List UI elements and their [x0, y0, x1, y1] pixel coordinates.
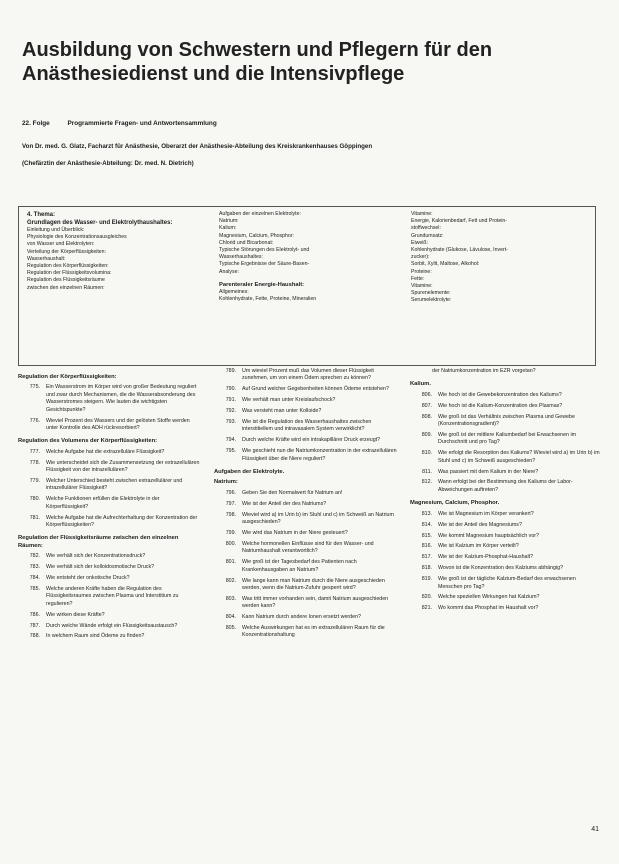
question-item — [18, 515, 202, 530]
question-number: 805. — [225, 625, 236, 632]
question-number: 817. — [421, 554, 432, 561]
question-number: 790. — [225, 386, 236, 393]
question-number: 803. — [225, 595, 236, 602]
question-item — [18, 384, 202, 414]
topic-heading: 4. Thema: — [27, 212, 56, 218]
question-number: 779. — [29, 477, 40, 484]
question-text: Wie ist der Kalzium-Phosphat-Haushalt? — [438, 554, 534, 561]
question-number: 783. — [29, 564, 40, 571]
question-number: 785. — [29, 585, 40, 592]
topic-subheading: Grundlagen des Wasser- und Elektrolythaushaltes: — [27, 220, 173, 226]
question-item — [214, 397, 398, 404]
question-text: Wie erfolgt die Resorption des Kaliums? Wieviel wird a) im Urin b) im Stuhl und c) im Schweiß ausgeschieden? — [438, 450, 600, 464]
box-line: Aufgaben der einzelnen Elektrolyte: — [219, 211, 301, 217]
box-line: Kohlenhydrate (Glukose, Lävulose, Invert- — [411, 247, 508, 254]
question-number: 812. — [421, 479, 432, 486]
question-item — [18, 418, 202, 433]
question-number: 804. — [225, 614, 236, 621]
question-text: Wie entsteht der onkotische Druck? — [46, 575, 130, 582]
box-column-2-lines — [219, 211, 399, 276]
chief-line: (Chefärztin der Anästhesie-Abteilung: Dr. med. N. Dietrich) — [22, 160, 194, 167]
question-number: 799. — [225, 530, 236, 536]
question-item — [214, 386, 398, 393]
question-number: 808. — [421, 413, 432, 420]
question-number: 784. — [29, 575, 40, 582]
question-text: Wie ist Kalzium im Körper verteilt? — [438, 543, 519, 550]
question-item — [410, 414, 600, 429]
box-column-1 — [27, 211, 207, 292]
question-list — [214, 368, 398, 463]
box-line: Allgemeines: — [219, 289, 249, 296]
question-text: Durch welche Kräfte wird ein intrakapillärer Druck erzeugt? — [242, 437, 381, 444]
question-number: 814. — [421, 521, 432, 528]
question-number: 821. — [421, 605, 432, 612]
section-heading: Regulation des Volumens der Körperflüssigkeiten: — [18, 438, 158, 445]
box-line: Wasserhaushaltes: — [219, 254, 263, 261]
question-item — [410, 403, 600, 410]
question-text: Kann Natrium durch andere Ionen ersetzt werden? — [242, 614, 361, 621]
section-heading: Regulation der Flüssigkeitsräume zwischen den einzelnen Räumen: — [18, 535, 179, 549]
box-column-2 — [219, 211, 399, 303]
box-line: Kalium: — [219, 225, 237, 232]
question-item — [410, 432, 600, 447]
box-line: Regulation der Flüssigkeitsvolumina: — [27, 270, 112, 277]
question-item — [18, 478, 202, 493]
box-line: Sorbit, Xylit, Maltose, Alkohol: — [411, 261, 480, 268]
question-text: Welche Aufgabe hat die extrazelluläre Flüssigkeit? — [46, 448, 165, 455]
question-text: Wie verhält sich der kolloidosmotische Druck? — [46, 564, 155, 571]
question-text: Welche Auswirkungen hat es im extrazellulären Raum für die Konzentrationshaltung — [242, 625, 385, 639]
question-text: Wie ist der Anteil der des Natriums? — [242, 500, 327, 507]
box-line: von Wasser und Elektrolyten: — [27, 241, 95, 248]
question-number: 809. — [421, 431, 432, 438]
question-column-1 — [18, 368, 202, 644]
question-number: 786. — [29, 611, 40, 618]
question-item — [410, 392, 600, 399]
box-line: Eiweiß: — [411, 239, 429, 246]
box-line: Verteilung der Körperflüssigkeiten: — [27, 248, 107, 255]
question-number: 788. — [29, 633, 40, 640]
question-number: 810. — [421, 450, 432, 457]
folge-label: 22. Folge — [22, 120, 50, 127]
box-line: Analyse: — [219, 268, 239, 275]
question-item — [18, 575, 202, 582]
question-item — [410, 469, 600, 476]
page-title: Ausbildung von Schwestern und Pflegern für den Anästhesiedienst und die Intensivpflege — [22, 39, 493, 85]
box-line: Vitamine: — [411, 283, 433, 290]
question-item — [410, 554, 600, 561]
question-text: Wie verhält man unter Kreislaufschock? — [242, 397, 336, 404]
box-column-3-lines — [411, 211, 587, 305]
box-column-3 — [411, 211, 587, 305]
box-line: Physiologie des Konzentrationsausgleiches — [27, 234, 127, 241]
question-item — [214, 490, 398, 497]
question-number: 793. — [225, 419, 236, 426]
question-item — [410, 565, 600, 572]
question-number: 791. — [225, 397, 236, 404]
box-line: Energie, Kalorienbedarf, Fett und Protein- — [411, 218, 508, 225]
question-item — [214, 512, 398, 527]
continued-text: der Natriumkonzentration im EZR vorgetan? — [432, 368, 536, 374]
question-item — [214, 448, 398, 463]
question-number: 792. — [225, 408, 236, 415]
box-line: Proteine: — [411, 268, 432, 275]
box-column-2-after — [219, 289, 399, 303]
question-number: 795. — [225, 448, 236, 455]
box-line: Einleitung und Überblick: — [27, 227, 85, 233]
question-number: 800. — [225, 540, 236, 547]
question-item — [18, 586, 202, 608]
question-item — [214, 408, 398, 415]
question-text: Was passiert mit dem Kalium in der Niere? — [438, 468, 539, 475]
question-item — [18, 612, 202, 619]
question-text: Welche anderen Kräfte haben die Regulation des Flüssigkeitsraumes zwischen Plasma und Interstitium zu regulieren? — [46, 585, 179, 607]
question-text: Wieviel wird a) im Urin b) im Stuhl und c) im Schweiß an Natrium ausgeschieden? — [242, 511, 394, 526]
question-number: 797. — [225, 500, 236, 507]
box-line: zucker): — [411, 254, 430, 261]
question-text: Wovon ist die Konzentration des Kalziums abhängig? — [438, 565, 564, 572]
question-number: 813. — [421, 510, 432, 517]
question-column-3 — [410, 368, 600, 616]
question-list — [18, 449, 202, 530]
page-number: 41 — [591, 826, 599, 833]
question-text: Um wieviel Prozent muß das Volumen dieser Flüssigkeit zunehmen, um von einem Ödem sprechen zu können? — [242, 368, 374, 382]
question-item — [214, 368, 398, 383]
box-line: Natrium: — [219, 218, 239, 225]
question-text: Wie groß ist der Tagesbedarf des Patienten nach Krankenhausgaben an Natrium? — [242, 559, 357, 573]
question-item — [214, 578, 398, 593]
question-text: Welche Aufgabe hat die Aufrechterhaltung der Konzentration der Körperflüssigkeiten? — [46, 514, 198, 528]
question-text: Wo kommt das Phosphat im Haushalt vor? — [438, 605, 539, 612]
question-number: 820. — [421, 594, 432, 601]
box-line: Chlorid und Bicarbonat: — [219, 239, 274, 246]
question-item — [214, 559, 398, 574]
question-item — [18, 623, 202, 630]
question-number: 796. — [225, 489, 236, 496]
question-text: Wie hoch ist die Kalium-Konzentration des Plasmas? — [438, 402, 563, 409]
section-heading: Kalium. — [410, 381, 431, 388]
topic-overview-box — [18, 206, 596, 366]
question-number: 780. — [29, 496, 40, 503]
question-item — [18, 449, 202, 456]
box-line: Typische Ergebnisse der Säure-Basen- — [219, 261, 310, 268]
question-item — [214, 501, 398, 508]
box-line: Kohlenhydrate, Fette, Proteine, Mineralien — [219, 296, 317, 303]
question-item — [410, 533, 600, 540]
box-line: zwischen den einzelnen Räumen: — [27, 284, 105, 291]
question-text: Wie groß ist der mittlere Kaliumbedarf bei Erwachsenen im Durchschnitt und pro Tag? — [438, 431, 577, 446]
question-item — [214, 596, 398, 611]
question-column-2 — [214, 368, 398, 643]
question-text: Welche hormonellen Einflüsse sind für den Wasser- und Natriumhaushalt verantwortlich? — [242, 540, 374, 555]
question-text: Durch welche Wände erfolgt ein Flüssigkeitsaustausch? — [46, 622, 178, 629]
question-number: 787. — [29, 622, 40, 629]
question-text: Wie kommt Magnesium hauptsächlich vor? — [438, 532, 539, 539]
question-number: 778. — [29, 459, 40, 466]
question-number: 807. — [421, 402, 432, 409]
question-text: Welche speziellen Wirkungen hat Kalzium? — [438, 594, 540, 601]
question-number: 811. — [422, 468, 432, 475]
question-item — [214, 625, 398, 640]
question-number: 806. — [421, 391, 432, 398]
box-line: Vitamine: — [411, 211, 433, 217]
box-line: Serumelektrolyte: — [411, 297, 452, 304]
question-text: Geben Sie den Normalwert für Natrium an! — [242, 489, 343, 496]
question-text: Wie ist die Regulation des Wasserhaushaltes zwischen interstitiellem und intravasalem System verwirklicht? — [242, 419, 372, 433]
box-column-1-lines — [27, 227, 207, 292]
question-text: Wie ist Magnesium im Körper verankert? — [438, 510, 534, 517]
question-item — [410, 479, 600, 494]
question-text: Wie groß ist der tägliche Kalzium-Bedarf des erwachsenen Menschen pro Tag? — [438, 576, 576, 590]
question-item — [18, 564, 202, 571]
question-item — [18, 553, 202, 560]
question-number: 801. — [225, 559, 236, 566]
question-number: 819. — [421, 576, 432, 583]
question-item — [214, 437, 398, 444]
question-text: Wie lange kann man Natrium durch die Niere ausgeschieden werden, wenn die Natrium-Zufuhr gesperrt wird? — [242, 577, 385, 591]
question-list — [18, 384, 202, 432]
subsection-heading: Natrium: — [214, 479, 238, 486]
question-item — [410, 576, 600, 591]
question-item — [18, 460, 202, 475]
question-text: Wie wirken diese Kräfte? — [46, 611, 105, 618]
question-number: 818. — [421, 565, 432, 572]
question-text: Wie groß ist das Verhältnis zwischen Plasma und Gewebe (Konzentrationsgradient)? — [438, 413, 575, 428]
question-number: 802. — [225, 577, 236, 584]
question-text: Wie verhält sich der Konzentrationsdruck? — [46, 553, 146, 560]
question-text: Auf Grund welcher Gegebenheiten können Ödeme entstehen? — [242, 386, 389, 393]
question-list — [214, 490, 398, 640]
question-number: 815. — [421, 532, 432, 539]
question-text: Welcher Unterschied besteht zwischen extrazellulärer und intrazellulärer Flüssigkeit? — [46, 477, 183, 492]
question-text: Ein Wasserstrom im Körper wird von großer Bedeutung reguliert und zwar durch Mechanismen, die die Wasserabsonderung des Wasserstromes steigern. Wie lauten die wichtigsten Gesichtspunkte? — [46, 384, 197, 413]
section-heading: Regulation der Körperflüssigkeiten: — [18, 374, 117, 380]
question-item — [214, 530, 398, 537]
question-number: 789. — [225, 368, 236, 374]
question-list — [18, 553, 202, 641]
question-text: Wieviel Prozent des Wassers und der gelösten Stoffe werden unter Kontrolle des ADH rückresorbiert? — [46, 417, 190, 431]
box-line: Typische Störungen des Elektrolyt- und — [219, 247, 310, 254]
box-line: stoffwechsel: — [411, 225, 441, 232]
box-line: Grundumsatz: — [411, 232, 444, 239]
question-item — [410, 511, 600, 518]
question-text: Wann erfolgt bei der Bestimmung des Kaliums der Labor-Abweichungen auftreten? — [438, 479, 573, 493]
question-text: Wie geschieht nun die Natriumkonzentration in der extrazellulären Flüssigkeit über die Niere reguliert? — [242, 448, 397, 462]
question-number: 776. — [29, 417, 40, 424]
question-item — [214, 614, 398, 621]
series-line — [22, 120, 233, 127]
series-label: Programmierte Fragen- und Antwortensammlung — [67, 120, 217, 127]
section-heading: Aufgaben der Elektrolyte. — [214, 469, 285, 476]
question-item — [214, 541, 398, 556]
question-number: 794. — [225, 437, 236, 444]
question-item — [18, 633, 202, 640]
section-heading: Magnesium, Calcium, Phosphor. — [410, 500, 500, 507]
question-number: 775. — [29, 384, 40, 391]
box-line: Wasserhaushalt: — [27, 255, 66, 262]
box-line: Regulation des Körperflüssigkeiten: — [27, 263, 109, 270]
question-item — [410, 543, 600, 550]
question-text: Wie hoch ist die Gewebekonzentration des Kaliums? — [438, 391, 562, 398]
question-number: 777. — [29, 448, 40, 455]
box-line: Magnesium, Calcium, Phosphor: — [219, 232, 294, 239]
author-line: Von Dr. med. G. Glatz, Facharzt für Anästhesie, Oberarzt der Anästhesie-Abteilung des Kreiskrankenhauses Göppingen — [22, 143, 373, 150]
question-text: Was versteht man unter Kolloide? — [242, 408, 322, 415]
question-item — [410, 594, 600, 601]
box-line: Regulation des Flüssigkeitsräume — [27, 277, 105, 284]
question-item — [410, 605, 600, 612]
question-list — [410, 392, 600, 494]
question-number: 782. — [29, 553, 40, 560]
question-text: Wie unterscheidet sich die Zusammensetzung der extrazellulären Flüssigkeit von der intrazellulären? — [46, 459, 200, 474]
question-item — [410, 450, 600, 465]
energy-subheading: Parenteraler Energie-Haushalt: — [219, 281, 305, 288]
question-item — [214, 419, 398, 434]
question-item — [18, 496, 202, 511]
question-list — [410, 511, 600, 613]
question-text: Welche Funktionen erfüllen die Elektrolyte in der Körperflüssigkeit? — [46, 496, 160, 510]
question-number: 798. — [225, 511, 236, 518]
question-number: 816. — [421, 543, 432, 550]
question-text: Wie ist der Anteil des Magnesiums? — [438, 521, 522, 528]
question-number: 781. — [29, 514, 40, 521]
box-line: Spurenelemente: — [411, 290, 451, 297]
question-item — [410, 522, 600, 529]
question-text: Was tritt immer vorhanden sein, damit Natrium ausgeschieden werden kann? — [242, 595, 389, 610]
box-line: Fette: — [411, 275, 425, 282]
question-text: In welchem Raum sind Ödeme zu finden? — [46, 633, 145, 640]
question-text: Wie wird das Natrium in der Niere gesteuert? — [242, 530, 348, 536]
